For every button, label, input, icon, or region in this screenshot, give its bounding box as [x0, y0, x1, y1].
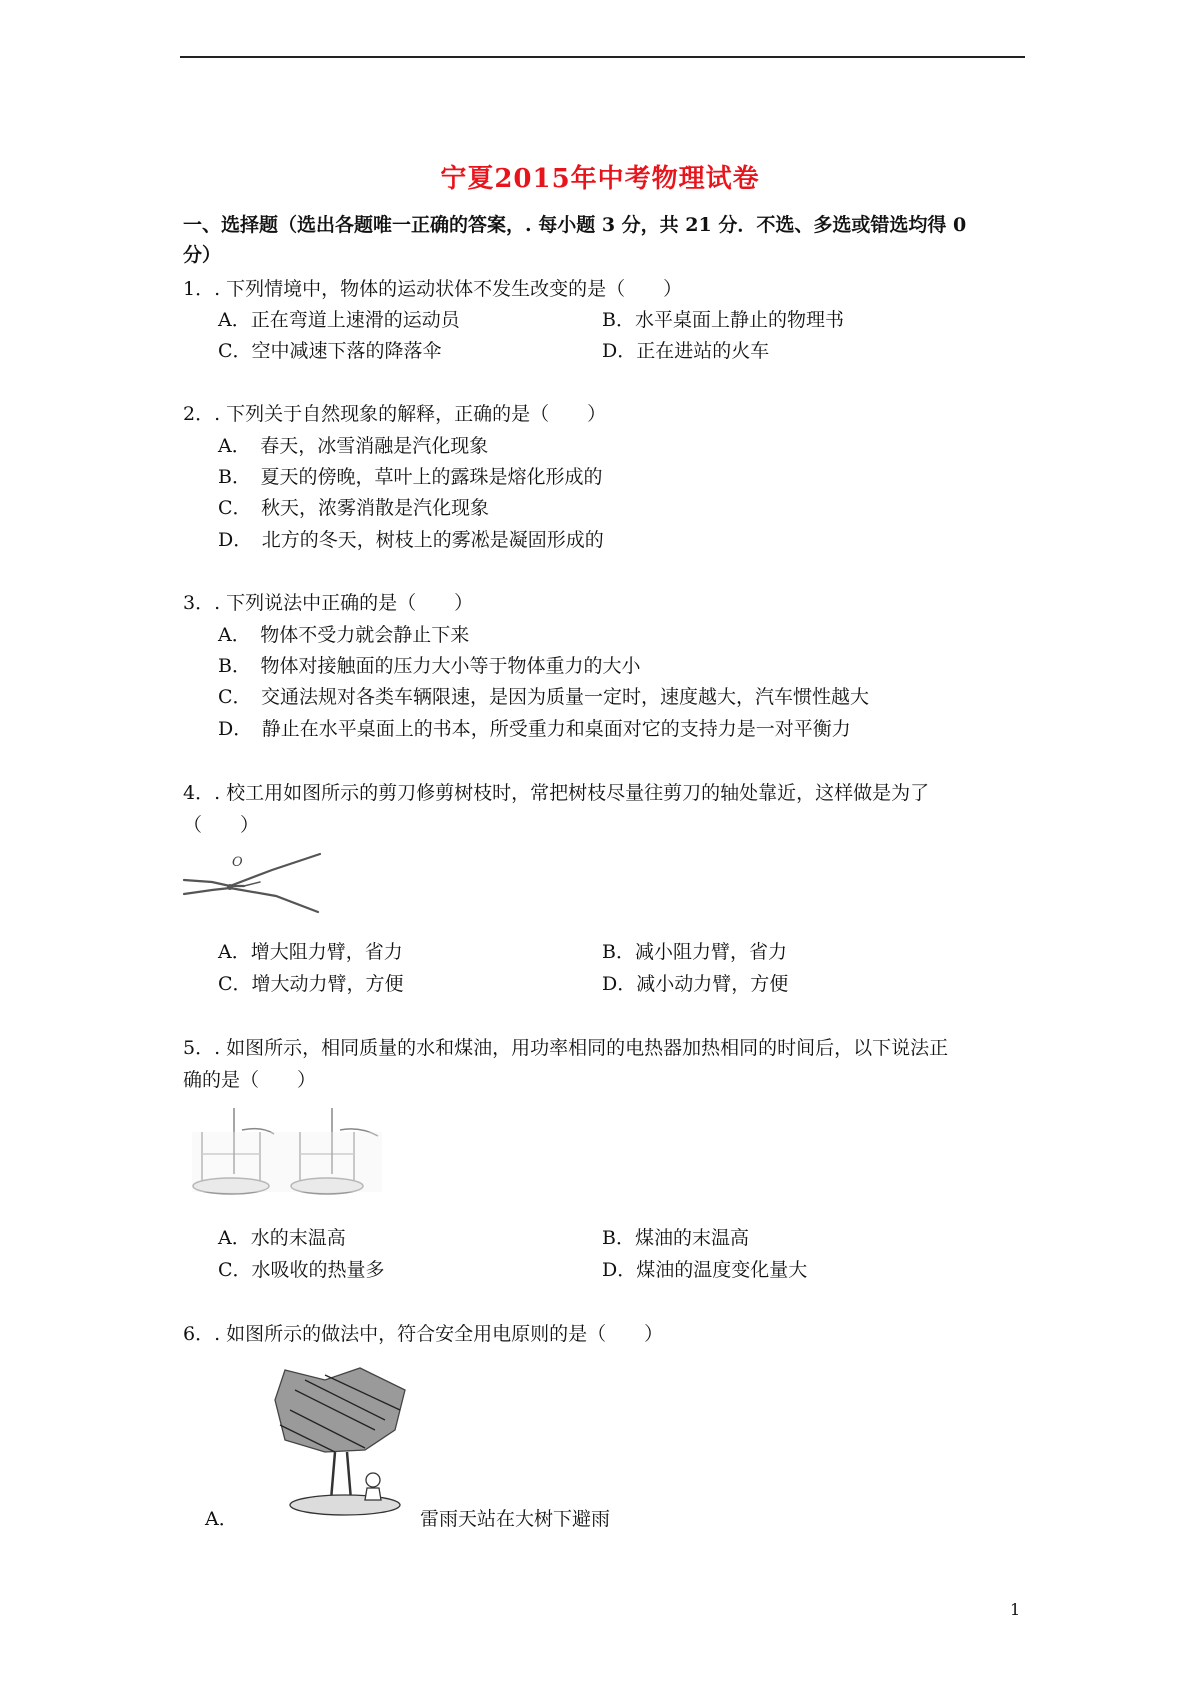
pivot-label: O	[232, 855, 243, 870]
q3-option-a: A． 物体不受力就会静止下来	[218, 624, 470, 646]
q6-option-a-label: A．	[205, 1508, 238, 1530]
scissors-pivot	[227, 884, 233, 890]
q5-option-d: D．煤油的温度变化量大	[602, 1259, 808, 1281]
question-1-stem: 1．. 下列情境中，物体的运动状体不发生改变的是（ ）	[183, 278, 683, 300]
question-2-stem: 2．. 下列关于自然现象的解释，正确的是（ ）	[183, 403, 607, 425]
q4-option-a: A．增大阻力臂，省力	[218, 941, 403, 963]
scissors-figure	[182, 852, 322, 922]
q1-option-a: A．正在弯道上速滑的运动员	[218, 309, 460, 331]
q4-option-c: C．增大动力臂，方便	[218, 973, 404, 995]
q2-option-d: D． 北方的冬天，树枝上的雾凇是凝固形成的	[218, 529, 604, 551]
q4-option-d: D．减小动力臂，方便	[602, 973, 789, 995]
scissors-lower-handle	[230, 888, 318, 912]
heating-beakers-figure	[182, 1104, 392, 1204]
q2-option-c: C． 秋天，浓雾消散是汽化现象	[218, 497, 490, 519]
q3-option-c: C． 交通法规对各类车辆限速，是因为质量一定时，速度越大，汽车惯性越大	[218, 686, 870, 708]
scissors-upper-handle	[230, 854, 320, 886]
q3-option-b: B． 物体对接触面的压力大小等于物体重力的大小	[218, 655, 641, 677]
section-heading: 一、选择题（选出各题唯一正确的答案，. 每小题 3 分，共 21 分．不选、多选或错选均得 0	[183, 214, 967, 236]
page-title: 宁夏2015年中考物理试卷	[440, 164, 760, 194]
q2-option-b: B． 夏天的傍晚，草叶上的露珠是熔化形成的	[218, 466, 603, 488]
q1-option-d: D．正在进站的火车	[602, 340, 770, 362]
q1-option-c: C．空中减速下落的降落伞	[218, 340, 442, 362]
q5-option-c: C．水吸收的热量多	[218, 1259, 385, 1281]
q5-option-a: A．水的末温高	[218, 1227, 346, 1249]
question-3-stem: 3．. 下列说法中正确的是（ ）	[183, 592, 474, 614]
tree-in-rain-figure	[265, 1360, 415, 1525]
q1-option-b: B．水平桌面上静止的物理书	[602, 309, 844, 331]
section-heading-cont: 分）	[183, 244, 222, 266]
question-5-stem: 5．. 如图所示，相同质量的水和煤油，用功率相同的电热器加热相同的时间后，以下说法正	[183, 1037, 949, 1059]
scissors-pivot-line	[244, 882, 260, 886]
question-5-stem-cont: 确的是（ ）	[183, 1069, 317, 1091]
question-4-stem: 4．. 校工用如图所示的剪刀修剪树枝时，常把树枝尽量往剪刀的轴处靠近，这样做是为了	[183, 782, 930, 804]
page-number: 1	[1010, 1600, 1021, 1619]
scissors-lower-blade	[184, 888, 230, 894]
header-rule	[180, 56, 1025, 58]
question-6-stem: 6．. 如图所示的做法中，符合安全用电原则的是（ ）	[183, 1323, 664, 1345]
question-4-stem-cont: （ ）	[183, 814, 260, 836]
q6-option-a-text: 雷雨天站在大树下避雨	[420, 1508, 611, 1530]
q2-option-a: A． 春天，冰雪消融是汽化现象	[218, 435, 489, 457]
q4-option-b: B．减小阻力臂，省力	[602, 941, 787, 963]
q3-option-d: D． 静止在水平桌面上的书本，所受重力和桌面对它的支持力是一对平衡力	[218, 718, 851, 740]
q5-option-b: B．煤油的末温高	[602, 1227, 749, 1249]
